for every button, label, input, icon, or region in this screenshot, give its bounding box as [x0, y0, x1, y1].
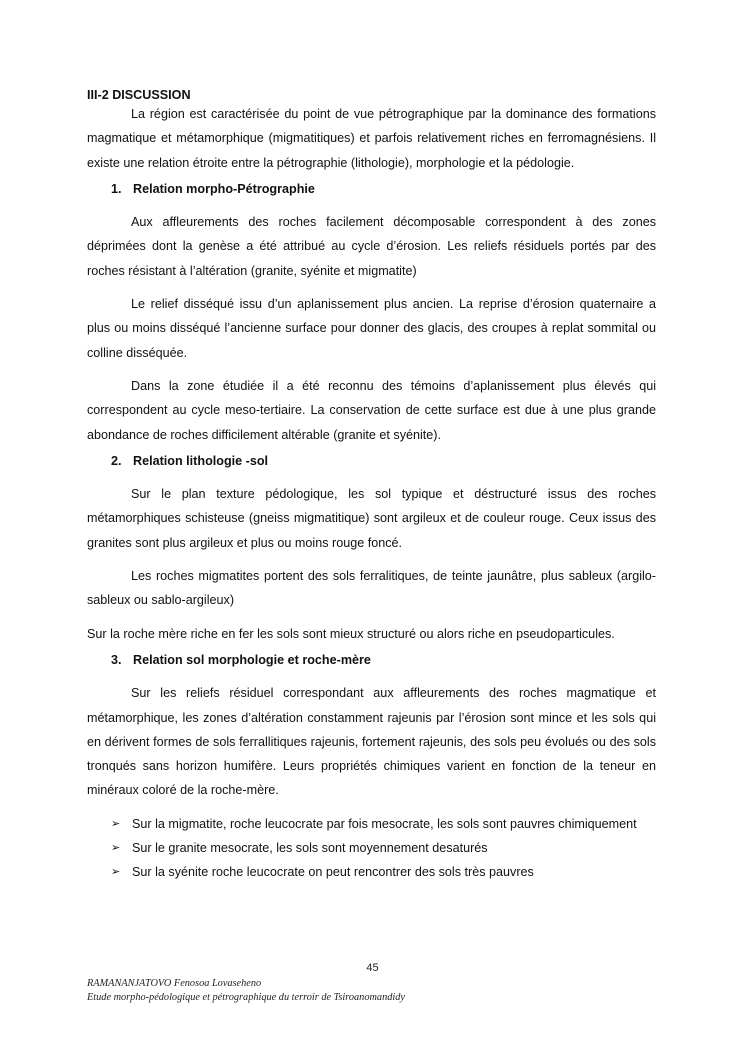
arrow-bullet-icon: ➢ [111, 866, 121, 879]
list-item-text: Sur la migmatite, roche leucocrate par fois mesocrate, les sols sont pauvres chimiquement [132, 816, 637, 831]
arrow-bullet-icon: ➢ [111, 842, 121, 855]
heading-label: Relation morpho-Pétrographie [133, 181, 315, 196]
paragraph: Dans la zone étudiée il a été reconnu des témoins d’aplanissement plus élevés qui correspondent au cycle meso-tertiaire. La conservation de cette surface est due à une plus grande abondance de roches difficilement altérable (granite et syénite). [87, 378, 656, 442]
paragraph: Sur le plan texture pédologique, les sol typique et déstructuré issus des roches métamorphiques schisteuse (gneiss migmatitique) sont argileux et de couleur rouge. Ceux issus des granites sont plus argileux et plus ou moins rouge foncé. [87, 487, 656, 550]
bullet-list [87, 812, 656, 885]
heading-number: 3. [111, 652, 122, 667]
paragraph: Sur les reliefs résiduel correspondant aux affleurements des roches magmatique et métamorphique, les zones d’altération constamment rajeunis par l’érosion sont mince et les sols qui en dérivent formes de sols ferrallitiques rajeunis, fortement rajeunis, des sols peu évolués ou des sols tronqués sans horizon humifère. Leurs propriétés chimiques varient en fonction de la teneur en minéraux coloré de la roche-mère. [87, 686, 656, 798]
list-item-text: Sur la syénite roche leucocrate on peut rencontrer des sols très pauvres [132, 865, 534, 880]
heading-number: 1. [111, 181, 122, 196]
heading-3 [87, 648, 656, 672]
section-title: III-2 DISCUSSION [87, 88, 191, 102]
heading-1 [87, 177, 656, 201]
heading-label: Relation lithologie -sol [133, 453, 269, 468]
heading-label: Relation sol morphologie et roche-mère [133, 652, 371, 667]
paragraph: Les roches migmatites portent des sols ferralitiques, de teinte jaunâtre, plus sableux (argilo-sableux ou sablo-argileux) [87, 569, 656, 608]
page-body [87, 88, 656, 885]
heading-number: 2. [111, 453, 122, 468]
arrow-bullet-icon: ➢ [111, 817, 121, 830]
page-number: 45 [366, 962, 379, 974]
footer-author: RAMANANJATOVO Fenosoa Lovaseheno [87, 978, 262, 989]
list-item [111, 812, 656, 836]
page-footer [87, 962, 656, 1005]
list-item [111, 860, 656, 884]
heading-2 [87, 449, 656, 473]
list-item [111, 836, 656, 860]
paragraph: Le relief disséqué issu d’un aplanissement plus ancien. La reprise d’érosion quaternaire a plus ou moins disséqué l’ancienne surface pour donner des glacis, des croupes à replat sommital ou colline disséquée. [87, 297, 656, 360]
paragraph: Aux affleurements des roches facilement décomposable correspondent à des zones déprimées dont la genèse a été attribué au cycle d’érosion. Les reliefs résiduels portés par des roches résistant à l’altération (granite, syénite et migmatite) [87, 215, 656, 278]
list-item-text: Sur le granite mesocrate, les sols sont moyennement desaturés [132, 841, 488, 856]
footer-title: Etude morpho-pédologique et pétrographique du terroir de Tsiroanomandidy [87, 992, 405, 1003]
paragraph: Sur la roche mère riche en fer les sols sont mieux structuré ou alors riche en pseudoparticules. [87, 626, 615, 641]
intro-paragraph: La région est caractérisée du point de vue pétrographique par la dominance des formations magmatique et métamorphique (migmatitiques) et parfois relativement riches en ferromagnésiens. Il existe une relation étroite entre la pétrographie (lithologie), morphologie et la pédologie. [87, 107, 656, 170]
